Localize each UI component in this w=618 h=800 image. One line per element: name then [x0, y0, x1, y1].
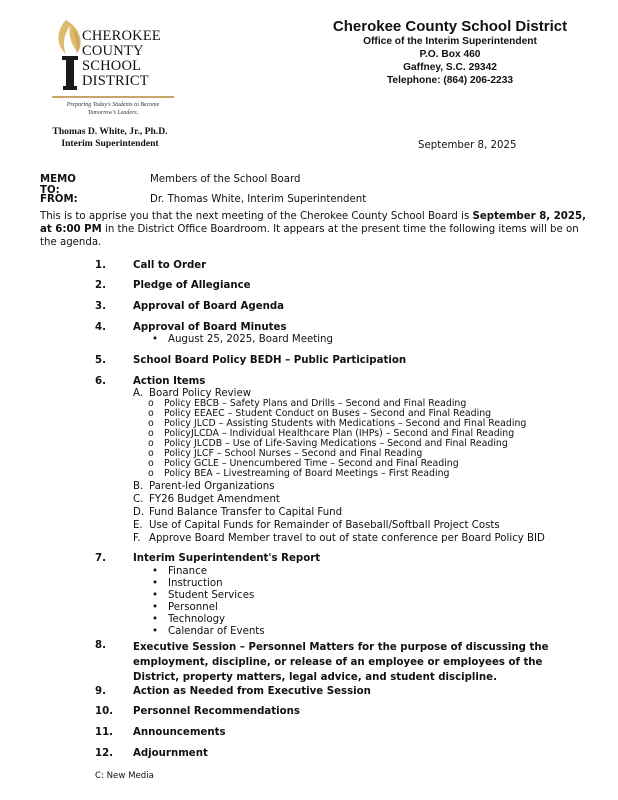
action-text: Use of Capital Funds for Remainder of Baseball/Softball Project Costs [149, 520, 500, 531]
logo-tagline-1: Preparing Today's Students to Become [66, 102, 160, 108]
district-city: Gaffney, S.C. 29342 [403, 62, 497, 73]
circle-bullet-icon: o [148, 438, 154, 449]
intro-text: This is to apprise you that the next meeting of the Cherokee County School Board is [40, 211, 473, 222]
action-text: Fund Balance Transfer to Capital Fund [149, 507, 343, 518]
district-logo [52, 16, 174, 126]
district-box: P.O. Box 460 [419, 49, 481, 60]
item-text: Adjournment [133, 748, 208, 759]
logo-tagline [52, 101, 174, 117]
report-text: Finance [168, 566, 207, 577]
bullet-icon: • [152, 566, 159, 577]
bullet-icon: • [152, 614, 159, 625]
minutes-text: August 25, 2025, Board Meeting [168, 334, 333, 345]
logo-line: SCHOOL [82, 58, 142, 74]
item-number: 2. [95, 280, 106, 291]
minutes-bullet [152, 334, 333, 345]
logo-line: DISTRICT [82, 73, 149, 89]
report-text: Student Services [168, 590, 255, 601]
item-number: 8. [95, 640, 106, 651]
district-office: Office of the Interim Superintendent [363, 36, 537, 47]
circle-bullet-icon: o [148, 448, 154, 459]
report-bullet [152, 590, 254, 601]
policy-text: Policy JLCDB – Use of Life-Saving Medications – Second and Final Reading [164, 438, 508, 449]
item-number: 10. [95, 706, 114, 717]
policy-text: Policy GCLE – Unencumbered Time – Second and Final Reading [164, 458, 459, 469]
item-text: Pledge of Allegiance [133, 280, 251, 291]
policy-text: Policy EEAEC – Student Conduct on Buses – Second and Final Reading [164, 408, 492, 419]
item-text: Call to Order [133, 260, 207, 271]
report-text: Instruction [168, 578, 223, 589]
item-number: 4. [95, 322, 106, 333]
intro-meeting-time: September 8, 2025, at 6:00 PM [40, 211, 586, 235]
district-name: Cherokee County School District [332, 18, 568, 35]
item-number: 5. [95, 355, 106, 366]
torch-icon [52, 16, 86, 96]
bullet-icon: • [152, 590, 159, 601]
policy-text: Policy JLCF – School Nurses – Second and Final Reading [164, 448, 423, 459]
memo-date: September 8, 2025 [418, 140, 517, 151]
action-item [133, 533, 545, 544]
item-text: Action as Needed from Executive Session [133, 686, 371, 697]
logo-tagline-2: Tomorrow's Leaders. [87, 110, 139, 116]
action-item [133, 481, 275, 492]
policy-text: Policy EBCB – Safety Plans and Drills – Second and Final Reading [164, 398, 467, 409]
bullet-icon: • [152, 626, 159, 637]
report-text: Calendar of Events [168, 626, 265, 637]
action-text: Board Policy Review [149, 388, 252, 399]
item-text: School Board Policy BEDH – Public Participation [133, 355, 407, 366]
circle-bullet-icon: o [148, 428, 154, 439]
superintendent-block [20, 126, 200, 150]
report-bullet [152, 566, 207, 577]
item-text: Approval of Board Minutes [133, 322, 287, 333]
report-bullet [152, 602, 218, 613]
report-text: Personnel [168, 602, 218, 613]
intro-paragraph [40, 210, 590, 249]
district-phone: Telephone: (864) 206-2233 [386, 75, 514, 86]
item-text: Approval of Board Agenda [133, 301, 285, 312]
action-letter: F. [133, 533, 141, 544]
action-letter: A. [133, 388, 144, 399]
action-text: FY26 Budget Amendment [149, 494, 280, 505]
action-letter: C. [133, 494, 144, 505]
action-text: Parent-led Organizations [149, 481, 275, 492]
logo-rule [52, 96, 174, 98]
item-text: Announcements [133, 727, 226, 738]
circle-bullet-icon: o [148, 418, 154, 429]
item-number: 11. [95, 727, 114, 738]
report-text: Technology [168, 614, 226, 625]
executive-session-text: Executive Session – Personnel Matters for the purpose of discussing the employment, discipline, or release of an employee or employees of the District, property matters, legal advice, and student discipline. [133, 642, 549, 683]
item-number: 7. [95, 553, 106, 564]
action-item [133, 494, 280, 505]
district-header [300, 18, 600, 87]
logo-line: CHEROKEE [82, 28, 161, 44]
report-bullet [152, 578, 223, 589]
action-letter: B. [133, 481, 144, 492]
intro-text: in the District Office Boardroom. It appears at the present time the following items will be on the agenda. [40, 224, 579, 248]
bullet-icon: • [152, 334, 159, 345]
circle-bullet-icon: o [148, 408, 154, 419]
memo-to-label: MEMO TO: [40, 174, 76, 196]
item-text: Action Items [133, 376, 206, 387]
item-text: Interim Superintendent's Report [133, 553, 321, 564]
item-number: 12. [95, 748, 114, 759]
carbon-copy: C: New Media [95, 771, 154, 781]
item-text: Personnel Recommendations [133, 706, 300, 717]
memo-to-value: Members of the School Board [150, 174, 301, 185]
action-text: Approve Board Member travel to out of state conference per Board Policy BID [149, 533, 545, 544]
action-item [133, 507, 342, 518]
logo-line: COUNTY [82, 43, 144, 59]
report-bullet [152, 626, 265, 637]
circle-bullet-icon: o [148, 398, 154, 409]
policy-text: PolicyJLCDA – Individual Healthcare Plan (IHPs) – Second and Final Reading [164, 428, 515, 439]
item-number: 3. [95, 301, 106, 312]
bullet-icon: • [152, 602, 159, 613]
item-number: 9. [95, 686, 106, 697]
policy-text: Policy BEA – Livestreaming of Board Meetings – First Reading [164, 468, 450, 479]
action-letter: D. [133, 507, 145, 518]
bullet-icon: • [152, 578, 159, 589]
memo-from-label: FROM: [40, 194, 78, 205]
report-bullet [152, 614, 225, 625]
circle-bullet-icon: o [148, 468, 154, 479]
action-letter: E. [133, 520, 143, 531]
superintendent-title: Interim Superintendent [61, 138, 159, 149]
item-number: 6. [95, 376, 106, 387]
memo-from-value: Dr. Thomas White, Interim Superintendent [150, 194, 367, 205]
item-number: 1. [95, 260, 106, 271]
action-item [133, 520, 500, 531]
superintendent-name: Thomas D. White, Jr., Ph.D. [52, 126, 168, 137]
circle-bullet-icon: o [148, 458, 154, 469]
policy-text: Policy JLCD – Assisting Students with Medications – Second and Final Reading [164, 418, 527, 429]
policy-item [148, 469, 449, 479]
